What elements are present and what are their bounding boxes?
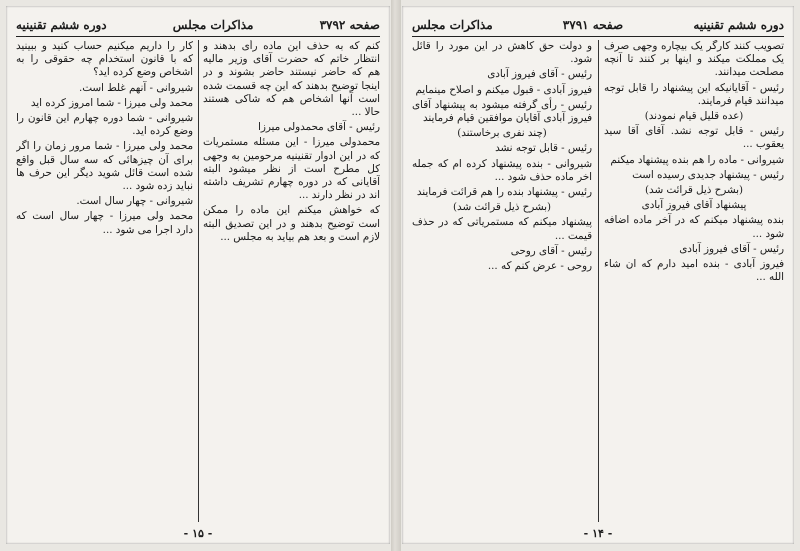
- paragraph: و دولت حق کاهش در این مورد را قائل شود.: [412, 40, 592, 66]
- text-column-right: [203, 40, 380, 522]
- paragraph: پیشنهاد میکنم که مستمریاتی که در حذف قیمت ...: [412, 216, 592, 242]
- session-title: دوره ششم تقنینیه: [693, 18, 784, 32]
- folio-number: - ۱۴ -: [583, 527, 613, 540]
- paragraph: تصویب کنند کارگر یک بیچاره وجهی صرف یک مملکت میکند و اینها بر کنند تا آنچه مصلحت میدانند.: [604, 40, 784, 79]
- page-header: [412, 14, 784, 37]
- paragraph: پیشنهاد آقای فیروز آبادی: [641, 199, 747, 212]
- paragraph: (بشرح ذیل قرائت شد): [453, 201, 551, 214]
- paragraph: رئیس - پیشنهاد جدیدی رسیده است: [632, 168, 784, 181]
- paragraph: رئیس - آقایانیکه این پیشنهاد را قابل توجه میدانند قیام فرمایند.: [604, 81, 784, 107]
- paragraph: رئیس - آقای محمدولی میرزا: [258, 121, 380, 134]
- paragraph: روحی - عرض کنم که ...: [487, 260, 592, 273]
- section-title: مذاکرات مجلس: [172, 18, 254, 32]
- page-number: صفحه ۳۷۹۱: [562, 18, 624, 32]
- column-divider: [198, 40, 199, 522]
- folio-number: - ۱۵ -: [183, 527, 213, 540]
- paragraph: محمد ولی میرزا - شما مرور زمان را اگر برای آن چیزهائی که سه سال قبل واقع شده است قائل شوید دیگر این حرف ها نباید زده شود ...: [16, 140, 193, 193]
- paragraph: که خواهش میکنم این ماده را ممکن است توضیح بدهند و در این تصدیق البته لازم است و بعد هم بیاید به مجلس ...: [203, 204, 380, 243]
- paragraph: بنده پیشنهاد میکنم که در آخر ماده اضافه شود ...: [604, 214, 784, 240]
- right-page: [402, 6, 794, 544]
- paragraph: رئیس - آقای روحی: [510, 244, 592, 257]
- paragraph: کنم که به حذف این ماده رأی بدهند و انتظار خاتم که حضرت آقای وزیر مالیه هم که حاضر نیستند حاضر بشوند و در اینجا توضیح بدهند که این چه قسمت شده است آنها اشخاص هم که شاکی هستند حالا ...: [203, 40, 380, 119]
- section-title: مذاکرات مجلس: [412, 18, 493, 32]
- paragraph: رئیس - آقای فیروز آبادی: [487, 68, 592, 81]
- text-column-left: [412, 40, 592, 522]
- column-divider: [598, 40, 599, 522]
- paragraph: (بشرح ذیل قرائت شد): [645, 184, 743, 197]
- paragraph: رئیس - پیشنهاد بنده را هم قرائت فرمایند: [416, 186, 592, 199]
- paragraph: رئیس - قابل توجه نشد. آقای آقا سید یعقوب ...: [604, 125, 784, 151]
- text-column-right: [604, 40, 784, 522]
- paragraph: رئیس - قابل توجه نشد: [495, 142, 592, 155]
- paragraph: رئیس - آقای فیروز آبادی: [679, 242, 784, 255]
- paragraph: فیروز آبادی - قبول میکنم و اصلاح مینمایم: [415, 83, 592, 96]
- session-title: دوره ششم تقنینیه: [16, 18, 107, 32]
- page-number: صفحه ۳۷۹۲: [319, 18, 380, 32]
- paragraph: رئیس - رأی گرفته میشود به پیشنهاد آقای فیروز آبادی آقایان موافقین قیام فرمایند: [412, 98, 592, 125]
- left-page: [6, 6, 390, 544]
- paragraph: شیروانی - آنهم غلط است.: [78, 81, 193, 94]
- paragraph: شیروانی - چهار سال است.: [76, 195, 193, 208]
- paragraph: (چند نفری برخاستند): [457, 127, 547, 140]
- paragraph: شیروانی - شما دوره چهارم این قانون را وضع کرده اید.: [16, 112, 193, 138]
- paragraph: محمد ولی میرزا - شما امروز کرده اید: [30, 96, 193, 109]
- paragraph: محمدولی میرزا - این مسئله مستمریات که در این ادوار تقنینیه مرحومین به وجهی کل مطرح است از نظر میشود البته آقایانی که در دوره چهارم تشریف داشته اند در نظر دارند ...: [203, 136, 380, 202]
- paragraph: فیروز آبادی - بنده امید دارم که ان شاء الله ...: [604, 258, 784, 284]
- book-gutter: [391, 0, 401, 551]
- paragraph: شیروانی - ماده را هم بنده پیشنهاد میکنم: [610, 153, 784, 166]
- paragraph: محمد ولی میرزا - چهار سال است که دارد اجرا می شود ...: [16, 210, 193, 236]
- page-header: [16, 14, 380, 37]
- text-column-left: [16, 40, 193, 522]
- paragraph: کار را داریم میکنیم حساب کنید و ببینید که با قانون استخدام چه حقوقی را به اشخاص وضع کرده اید؟: [16, 40, 193, 79]
- paragraph: شیروانی - بنده پیشنهاد کرده ام که جمله اخر ماده حذف شود ...: [412, 157, 592, 183]
- paragraph: (عده قلیل قیام نمودند): [644, 110, 744, 123]
